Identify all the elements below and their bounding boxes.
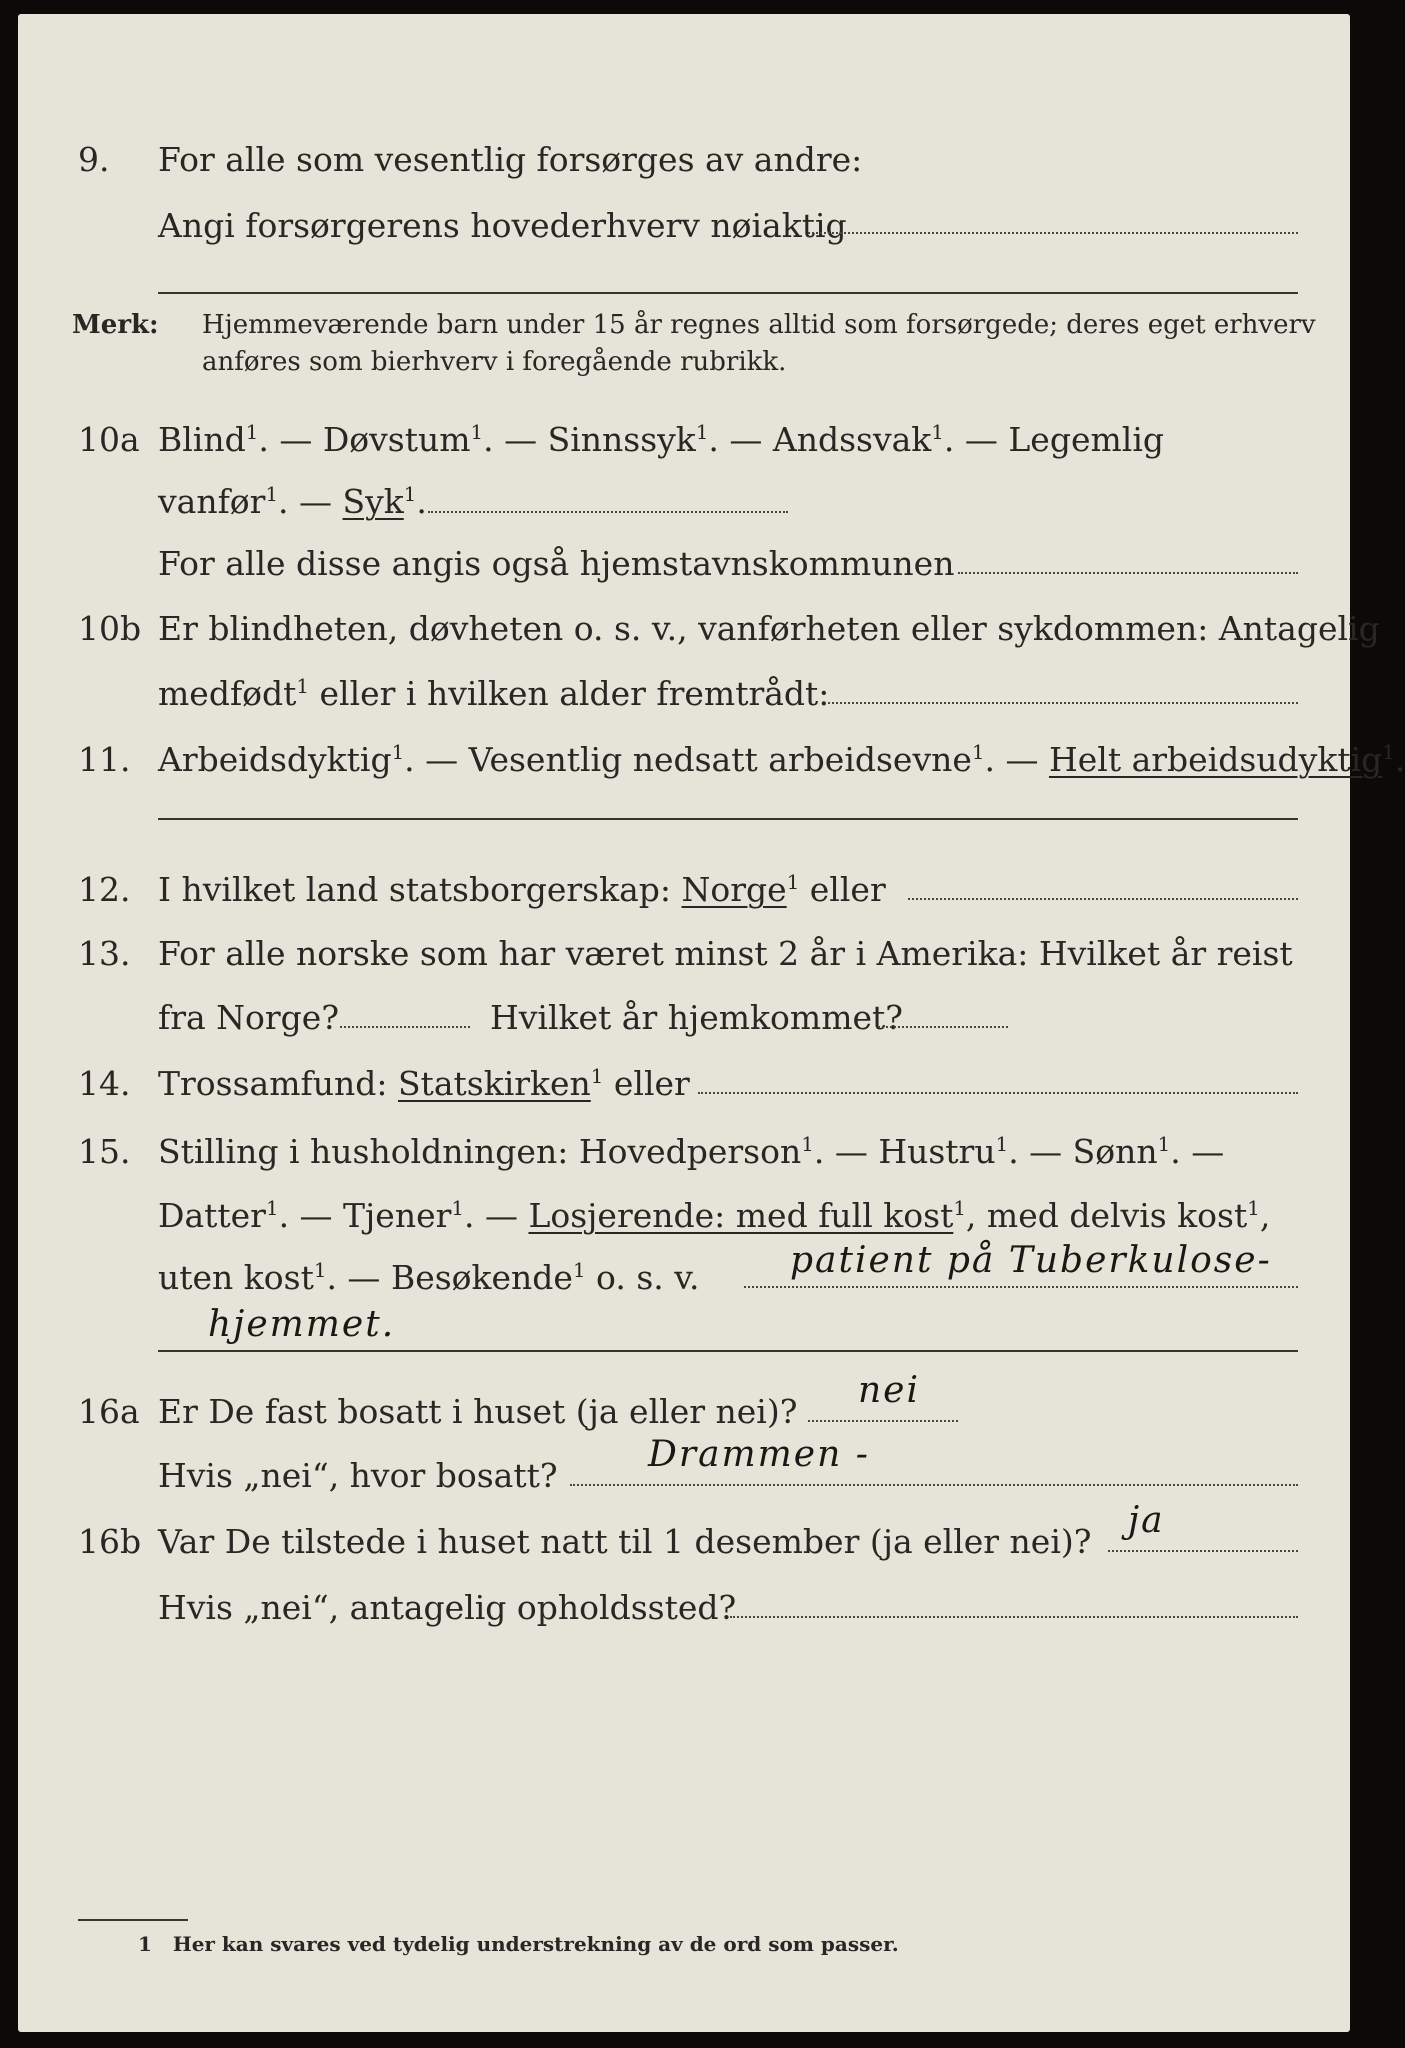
q11-extra-line bbox=[158, 818, 1298, 820]
opt-vanfor: vanfør bbox=[158, 482, 266, 521]
opt-medfodt: medfødt bbox=[158, 674, 297, 713]
q16a-hvor: Hvis „nei“, hvor bosatt? bbox=[158, 1456, 558, 1495]
opt-statskirken-underlined: Statskirken bbox=[397, 1064, 591, 1103]
opt-nedsatt: Vesentlig nedsatt arbeidsevne bbox=[468, 740, 972, 779]
q13-hjemkommet: Hvilket år hjemkommet? bbox=[490, 998, 903, 1037]
q10a-hjemstavn-line bbox=[958, 572, 1298, 574]
q16b-handwriting: ja bbox=[1128, 1500, 1165, 1541]
q10b-line1 bbox=[18, 599, 1380, 659]
q13-line1 bbox=[18, 924, 1350, 984]
q9-extra-line bbox=[158, 292, 1298, 294]
opt-helt-udyktig-underlined: Helt arbeidsudyktig bbox=[1048, 740, 1383, 779]
opt-norge-underlined: Norge bbox=[681, 870, 787, 909]
census-form-page bbox=[18, 14, 1405, 2032]
q9-line1 bbox=[18, 130, 1350, 190]
q9-question: Angi forsørgerens hovederhverv nøiaktig bbox=[158, 206, 847, 245]
merk-label: Merk: bbox=[72, 310, 159, 340]
opt-arbeidsdyktig: Arbeidsdyktig bbox=[158, 740, 392, 779]
q9-number: 9. bbox=[78, 140, 110, 179]
footnote: 1 Her kan svares ved tydelig understrekning av de ord som passer. bbox=[138, 1932, 899, 1956]
opt-syk-underlined: Syk bbox=[342, 482, 404, 521]
q11-line: 11. Arbeidsdyktig$^1$. — Vesentlig nedsatt arbeidsevne$^1$. — Helt arbeidsudyktig$^1$. bbox=[18, 730, 1350, 790]
q15-handwriting-2: hjemmet. bbox=[208, 1304, 396, 1345]
q10b-line2: medfødt$^1$ eller i hvilken alder fremtrådt: bbox=[158, 674, 830, 713]
q12-number: 12. bbox=[78, 870, 131, 909]
opt-legemlig: Legemlig bbox=[1008, 420, 1164, 459]
q13-text: For alle norske som har været minst 2 år i Amerika: Hvilket år reist bbox=[158, 934, 1293, 973]
merk-line1: Hjemmeværende barn under 15 år regnes alltid som forsørgede; deres eget erhverv bbox=[202, 310, 1316, 340]
q16a-number: 16a bbox=[78, 1392, 140, 1431]
q16b-opholdssted-line bbox=[730, 1616, 1298, 1618]
q12-answer-line bbox=[908, 898, 1298, 900]
q9-line2 bbox=[18, 196, 1350, 256]
opt-andssvak: Andssvak bbox=[772, 420, 932, 459]
q15-answer-line bbox=[744, 1286, 1298, 1288]
q14-number: 14. bbox=[78, 1064, 131, 1103]
q16b-answer-line bbox=[1108, 1550, 1298, 1552]
q16a-answer-line bbox=[808, 1420, 958, 1422]
q10b-text: Er blindheten, døvheten o. s. v., vanførheten eller sykdommen: Antagelig bbox=[158, 609, 1380, 648]
q15-line1: 15. Stilling i husholdningen: Hovedperson$^1$. — Hustru$^1$. — Sønn$^1$. — bbox=[18, 1122, 1350, 1182]
q9-text: For alle som vesentlig forsørges av andre: bbox=[158, 140, 863, 179]
q11-number: 11. bbox=[78, 740, 131, 779]
q16b-text: Var De tilstede i huset natt til 1 desember (ja eller nei)? bbox=[158, 1522, 1092, 1561]
q10a-line3 bbox=[18, 534, 1350, 594]
q16a-hvor-line bbox=[570, 1484, 1298, 1486]
q15-number: 15. bbox=[78, 1132, 131, 1171]
opt-blind: Blind bbox=[158, 420, 246, 459]
opt-sinnssyk: Sinnssyk bbox=[547, 420, 696, 459]
q10b-number: 10b bbox=[78, 609, 142, 648]
q15-line3: uten kost$^1$. — Besøkende$^1$ o. s. v. bbox=[158, 1258, 700, 1297]
q10a-hjemstavn: For alle disse angis også hjemstavnskommunen bbox=[158, 544, 955, 583]
q16b-number: 16b bbox=[78, 1522, 142, 1561]
q16a-line1 bbox=[18, 1382, 1350, 1442]
q10a-answer-line bbox=[428, 511, 788, 513]
q16a-handwriting-2: Drammen - bbox=[648, 1434, 870, 1475]
q13-number: 13. bbox=[78, 934, 131, 973]
q16b-opholdssted: Hvis „nei“, antagelig opholdssted? bbox=[158, 1588, 737, 1627]
q15-line2: Datter$^1$. — Tjener$^1$. — Losjerende: med full kost$^1$, med delvis kost$^1$, bbox=[158, 1196, 1271, 1235]
q16b-line2 bbox=[18, 1578, 1350, 1638]
q15-extra-line bbox=[158, 1350, 1298, 1352]
q14-answer-line bbox=[698, 1092, 1298, 1094]
q9-answer-line bbox=[808, 232, 1298, 234]
q14-line: 14. Trossamfund: Statskirken$^1$ eller bbox=[18, 1054, 1350, 1114]
q12-line: 12. I hvilket land statsborgerskap: Norge$^1$ eller bbox=[18, 860, 1350, 920]
q13-reist-line bbox=[340, 1026, 470, 1028]
footnote-rule bbox=[78, 1919, 188, 1921]
q15-handwriting-1: patient på Tuberkulose- bbox=[790, 1240, 1272, 1281]
opt-dovstum: Døvstum bbox=[322, 420, 471, 459]
q13-line2 bbox=[18, 988, 1350, 1048]
q10a-line2: vanfør$^1$. — Syk$^1$. bbox=[158, 482, 427, 521]
q10a-line1: 10a Blind$^1$. — Døvstum$^1$. — Sinnssyk$^1$. — Andssvak$^1$. — Legemlig bbox=[18, 410, 1350, 470]
q16a-handwriting-1: nei bbox=[858, 1370, 921, 1411]
q10a-number: 10a bbox=[78, 420, 140, 459]
opt-losjerende-underlined: Losjerende: med full kost bbox=[528, 1196, 954, 1235]
q16a-text: Er De fast bosatt i huset (ja eller nei)? bbox=[158, 1392, 798, 1431]
q13-hjemkommet-line bbox=[878, 1026, 1008, 1028]
q10b-answer-line bbox=[828, 702, 1298, 704]
merk-line2: anføres som bierhverv i foregående rubrikk. bbox=[202, 347, 787, 377]
q13-reist: fra Norge? bbox=[158, 998, 340, 1037]
